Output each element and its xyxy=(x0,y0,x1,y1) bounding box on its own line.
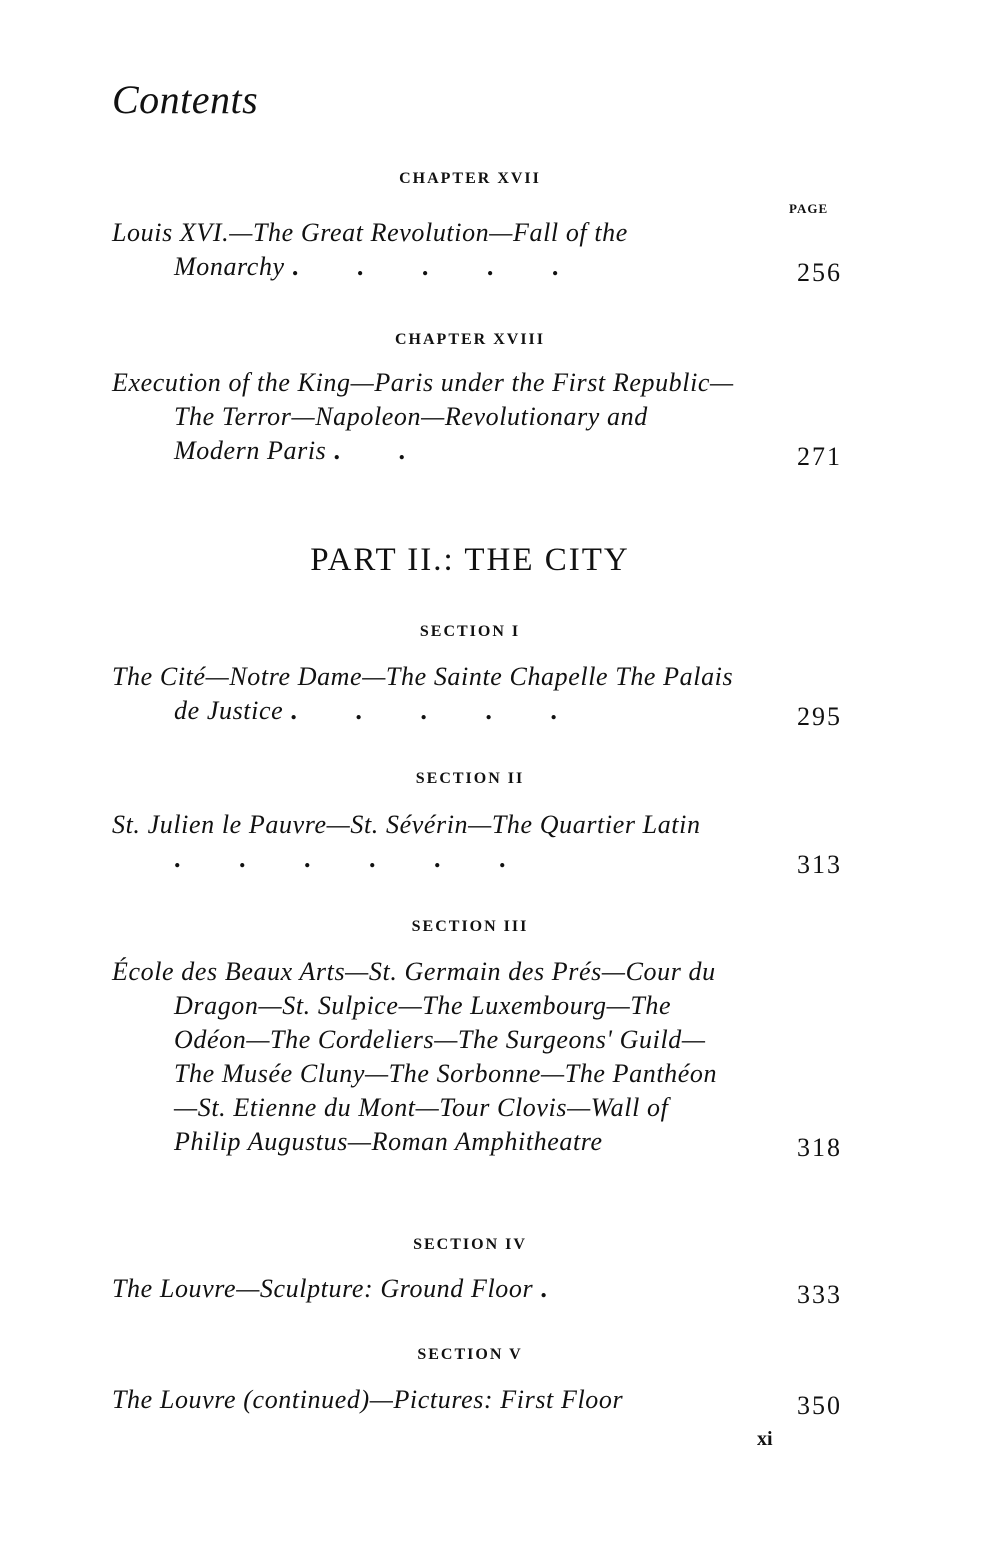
section-heading: SECTION IV xyxy=(413,1236,527,1253)
running-head: Contents xyxy=(112,77,259,122)
entry-title: École des Beaux Arts—St. Germain des Prés—Cour du Dragon—St. Sulpice—The Luxembourg—The Odéon—The Cordeliers—The Surgeons' Guild—The Musée Cluny—The Sorbonne—The Panthéon—St. Etienne du Mont—Tour Clovis—Wall of Philip Augustus—Roman Amphitheatre xyxy=(112,957,718,1156)
entry-page-number: 313 xyxy=(797,850,842,879)
chapter-heading: CHAPTER XVII xyxy=(399,170,541,187)
section-heading: SECTION I xyxy=(419,623,521,640)
toc-entry xyxy=(112,660,842,731)
entry-page-number: 350 xyxy=(797,1391,842,1420)
entry-page-number: 271 xyxy=(797,442,842,471)
entry-page-number: 295 xyxy=(797,702,842,731)
folio: xi xyxy=(757,1428,773,1450)
toc-entry xyxy=(112,1272,842,1309)
dot-leader: . . . . . . xyxy=(174,844,532,873)
entry-title: The Louvre—Sculpture: Ground Floor . xyxy=(112,1274,573,1303)
entry-title: The Cité—Notre Dame—The Sainte Chapelle The Palais de Justice . . . . . xyxy=(112,662,734,725)
dot-leader: . . . . . xyxy=(290,696,583,725)
section-heading: SECTION V xyxy=(417,1346,523,1363)
dot-leader: . . xyxy=(333,436,431,465)
page-column-label: PAGE xyxy=(789,201,829,216)
part-heading: PART II.: THE CITY xyxy=(310,542,630,578)
toc-entry xyxy=(112,1383,842,1420)
toc-entry xyxy=(112,808,842,879)
dot-leader: . xyxy=(540,1274,573,1303)
dot-leader: . . . . . xyxy=(291,252,585,281)
toc-entry xyxy=(112,955,842,1162)
toc-entry xyxy=(112,216,842,287)
entry-title: St. Julien le Pauvre—St. Sévérin—The Quartier Latin . . . . . . xyxy=(112,810,701,873)
entry-title: Louis XVI.—The Great Revolution—Fall of the Monarchy . . . . . xyxy=(112,218,628,281)
toc-entry xyxy=(112,366,842,471)
entry-title: Execution of the King—Paris under the First Republic—The Terror—Napoleon—Revolutionary and Modern Paris . . xyxy=(112,368,734,465)
section-heading: SECTION III xyxy=(411,918,529,935)
entry-page-number: 256 xyxy=(797,258,842,287)
entry-page-number: 333 xyxy=(797,1280,842,1309)
entry-title: The Louvre (continued)—Pictures: First Floor xyxy=(112,1385,624,1414)
entry-page-number: 318 xyxy=(797,1133,842,1162)
chapter-heading: CHAPTER XVIII xyxy=(394,331,545,348)
section-heading: SECTION II xyxy=(415,770,525,787)
